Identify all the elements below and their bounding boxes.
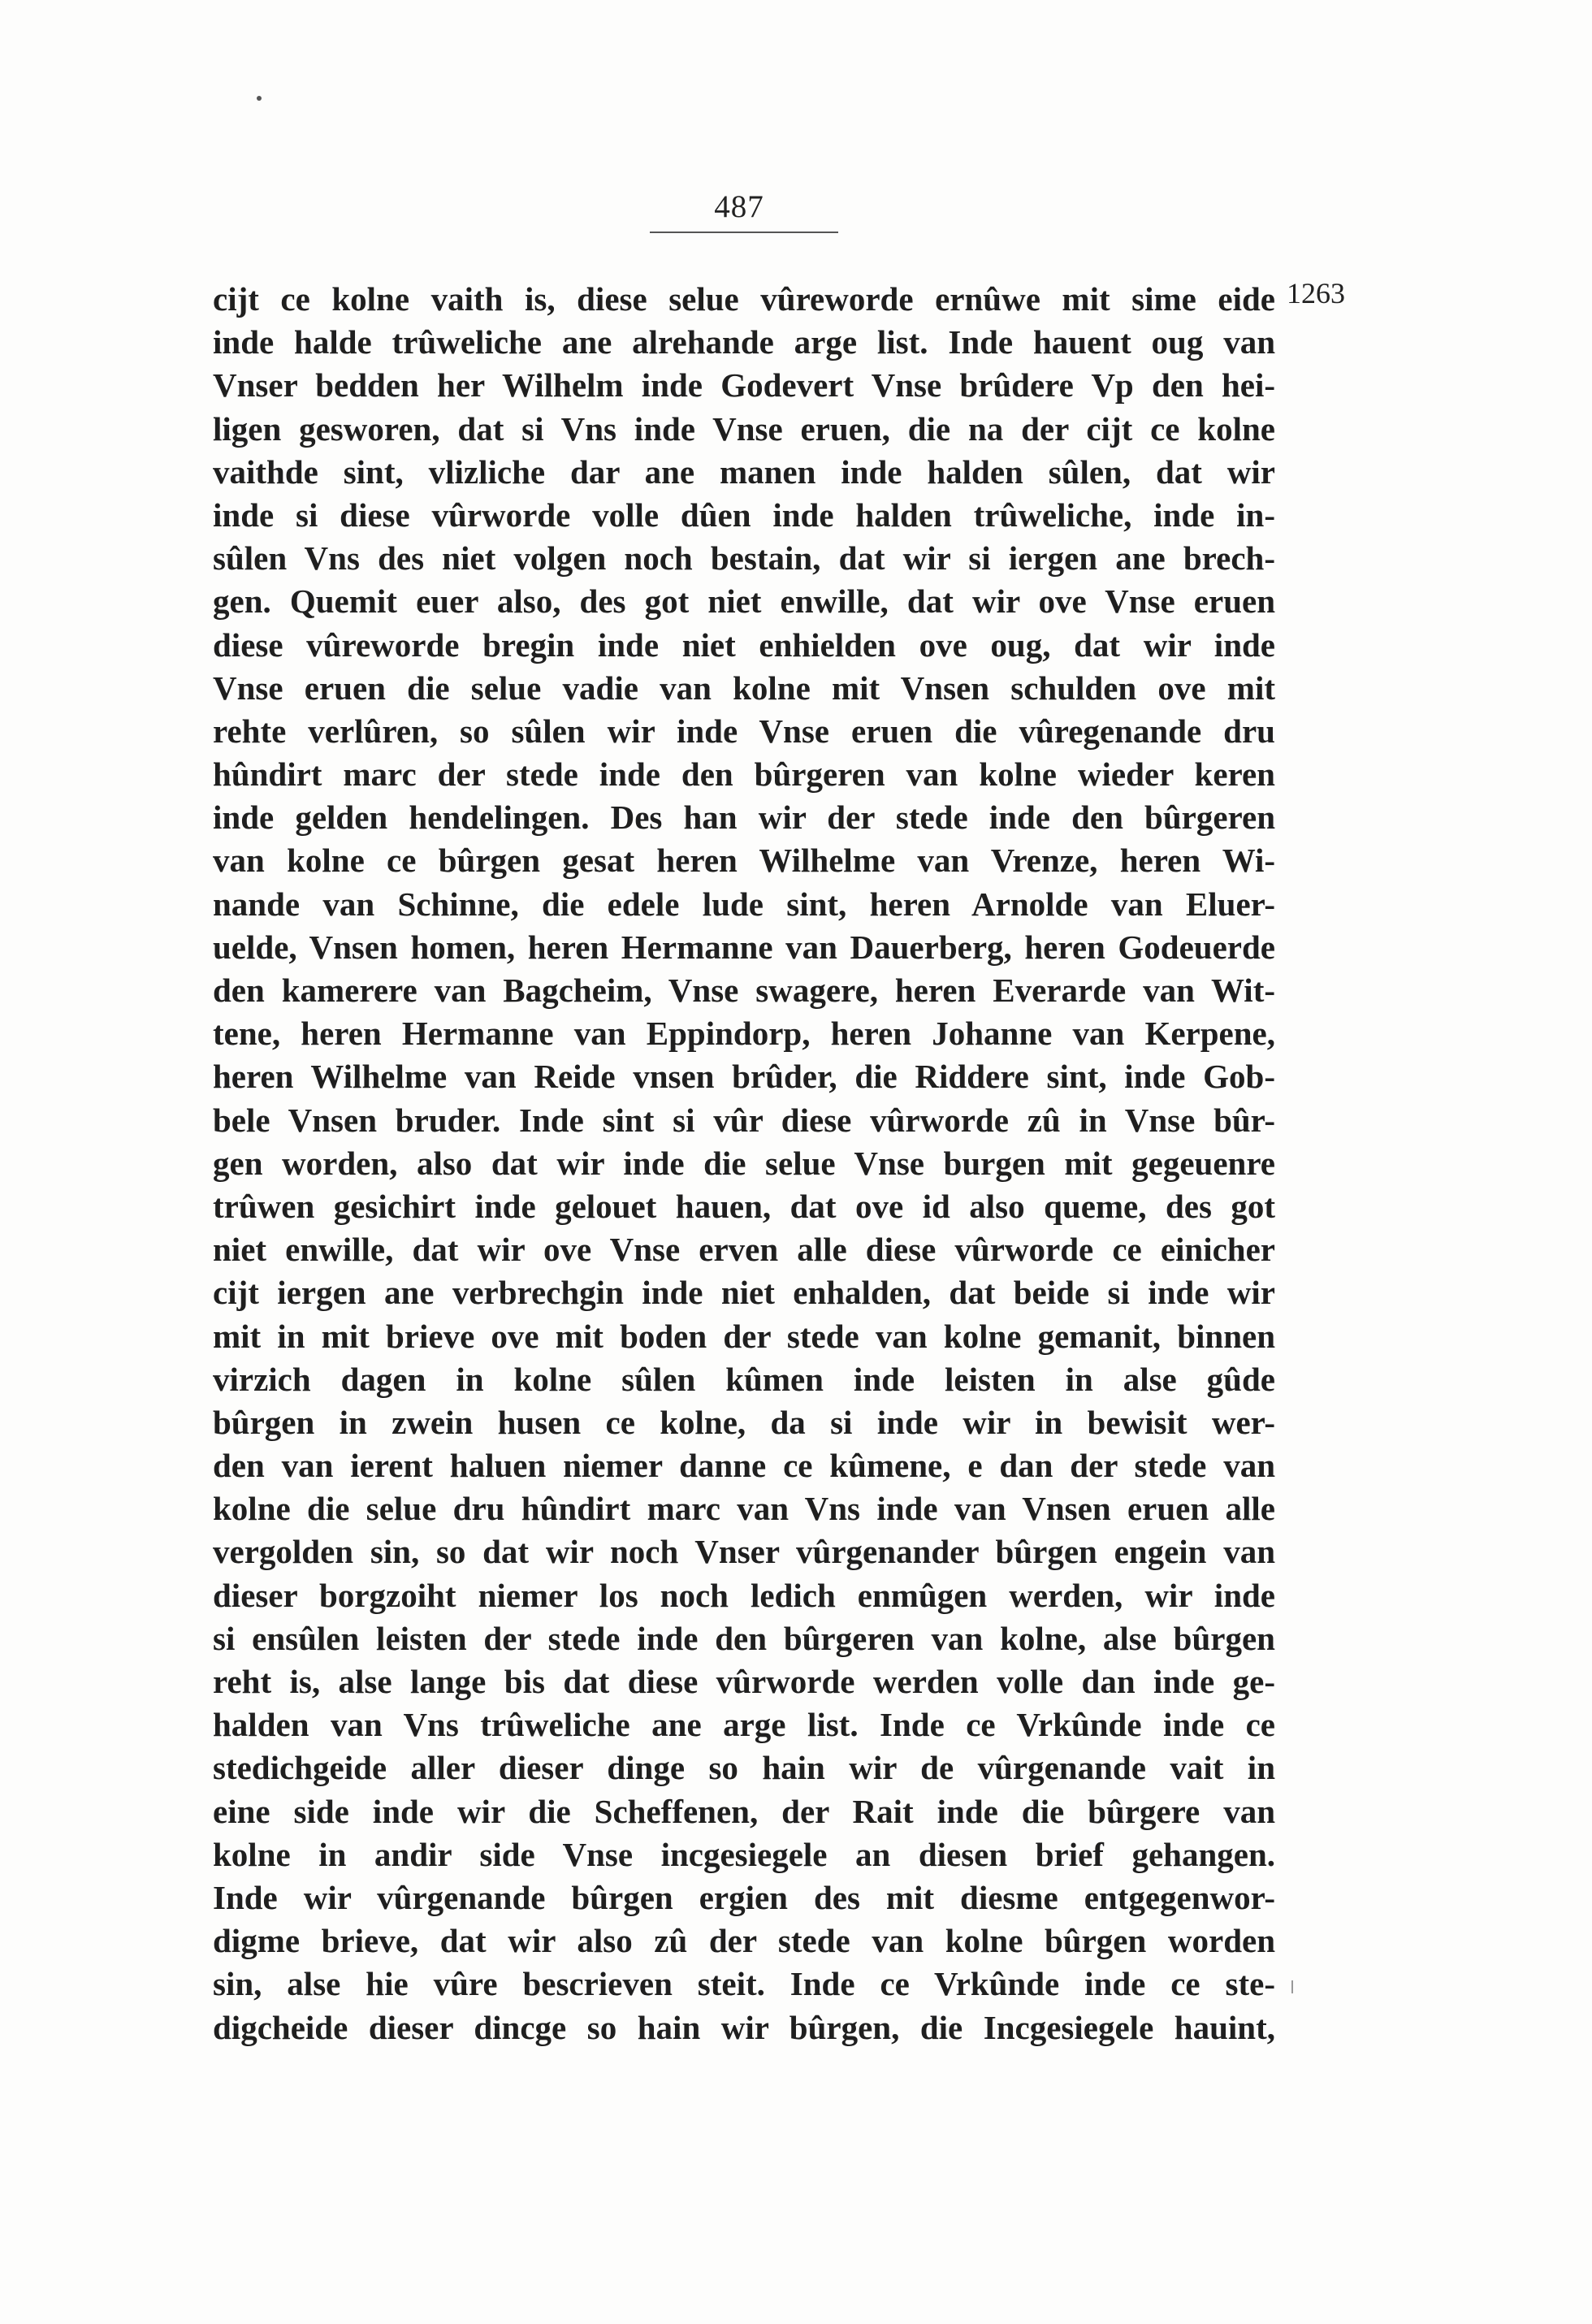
text-line: nande van Schinne, die edele lude sint, heren Arnolde van Eluer- (213, 885, 1275, 923)
text-line: vaithde sint, vlizliche dar ane manen inde halden sûlen, dat wir (213, 452, 1275, 491)
text-line: den kamerere van Bagcheim, Vnse swagere, heren Everarde van Wit- (213, 972, 1275, 1009)
text-line: virzich dagen in kolne sûlen kûmen inde leisten in alse gûde (213, 1360, 1275, 1398)
text-line: bûrgen in zwein husen ce kolne, da si inde wir in bewisit wer- (213, 1403, 1275, 1441)
text-line: dieser borgzoiht niemer los noch ledich enmûgen werden, wir inde (213, 1576, 1275, 1614)
text-line: van kolne ce bûrgen gesat heren Wilhelme van Vrenze, heren Wi- (213, 842, 1275, 880)
text-line: sûlen Vns des niet volgen noch bestain, dat wir si iergen ane brech- (213, 539, 1275, 578)
text-line: digme brieve, dat wir also zû der stede van kolne bûrgen worden (213, 1922, 1275, 1960)
text-line: niet enwille, dat wir ove Vnse erven alle diese vûrworde ce einicher (213, 1231, 1275, 1269)
text-line: eine side inde wir die Scheffenen, der Rait inde die bûrgere van (213, 1792, 1275, 1830)
text-line: reht is, alse lange bis dat diese vûrworde werden volle dan inde ge- (213, 1663, 1275, 1700)
text-line: uelde, Vnsen homen, heren Hermanne van Dauerberg, heren Godeuerde (213, 928, 1275, 966)
text-line: gen. Quemit euer also, des got niet enwille, dat wir ove Vnse eruen (213, 582, 1275, 621)
text-line: bele Vnsen bruder. Inde sint si vûr diese vûrworde zû in Vnse bûr- (213, 1101, 1275, 1139)
text-line: gen worden, also dat wir inde die selue Vnse burgen mit gegeuenre (213, 1144, 1275, 1182)
text-line: sin, alse hie vûre bescrieven steit. Inde ce Vrkûnde inde ce ste- (213, 1965, 1275, 2003)
text-line: diese vûreworde bregin inde niet enhielden ove oug, dat wir inde (213, 625, 1275, 664)
text-line: heren Wilhelme van Reide vnsen brûder, die Riddere sint, inde Gob- (213, 1058, 1275, 1096)
margin-year-note: 1263 (1287, 277, 1345, 309)
text-line: ligen gesworen, dat si Vns inde Vnse eruen, die na der cijt ce kolne (213, 409, 1275, 448)
text-line: mit in mit brieve ove mit boden der stede van kolne gemanit, binnen (213, 1317, 1275, 1355)
text-line: inde halde trûweliche ane alrehande arge list. Inde hauent oug van (213, 323, 1275, 361)
text-line: Inde wir vûrgenande bûrgen ergien des mit diesme entgegenwor- (213, 1878, 1275, 1916)
text-line: cijt iergen ane verbrechgin inde niet enhalden, dat beide si inde wir (213, 1274, 1275, 1312)
text-line: Vnser bedden her Wilhelm inde Godevert Vnse brûdere Vp den hei- (213, 366, 1275, 405)
text-line: halden van Vns trûweliche ane arge list. Inde ce Vrkûnde inde ce (213, 1706, 1275, 1744)
margin-mark (1291, 1980, 1293, 1993)
text-line: vergolden sin, so dat wir noch Vnser vûrgenander bûrgen engein van (213, 1533, 1275, 1571)
text-line: kolne in andir side Vnse incgesiegele an diesen brief gehangen. (213, 1835, 1275, 1873)
text-line: trûwen gesichirt inde gelouet hauen, dat ove id also queme, des got (213, 1187, 1275, 1225)
text-line: rehte verlûren, so sûlen wir inde Vnse eruen die vûregenande dru (213, 712, 1275, 750)
text-line: Vnse eruen die selue vadie van kolne mit Vnsen schulden ove mit (213, 669, 1275, 707)
text-line: si ensûlen leisten der stede inde den bûrgeren van kolne, alse bûrgen (213, 1619, 1275, 1657)
text-line: den van ierent haluen niemer danne ce kûmene, e dan der stede van (213, 1447, 1275, 1485)
text-line: digcheide dieser dincge so hain wir bûrgen, die Incgesiegele hauint, (213, 2008, 1275, 2046)
paper-speck (257, 96, 262, 101)
text-line: tene, heren Hermanne van Eppindorp, heren Johanne van Kerpene, (213, 1015, 1275, 1053)
text-line: stedichgeide aller dieser dinge so hain wir de vûrgenande vait in (213, 1749, 1275, 1787)
text-line: inde gelden hendelingen. Des han wir der stede inde den bûrgeren (213, 798, 1275, 837)
body-text (213, 278, 1275, 2049)
page-number-rule (650, 232, 838, 233)
text-line: kolne die selue dru hûndirt marc van Vns inde van Vnsen eruen alle (213, 1490, 1275, 1528)
text-line: cijt ce kolne vaith is, diese selue vûreworde ernûwe mit sime eide (213, 280, 1275, 318)
text-line: inde si diese vûrworde volle dûen inde halden trûweliche, inde in- (213, 496, 1275, 534)
text-line: hûndirt marc der stede inde den bûrgeren van kolne wieder keren (213, 755, 1275, 794)
page-number: 487 (714, 189, 764, 224)
